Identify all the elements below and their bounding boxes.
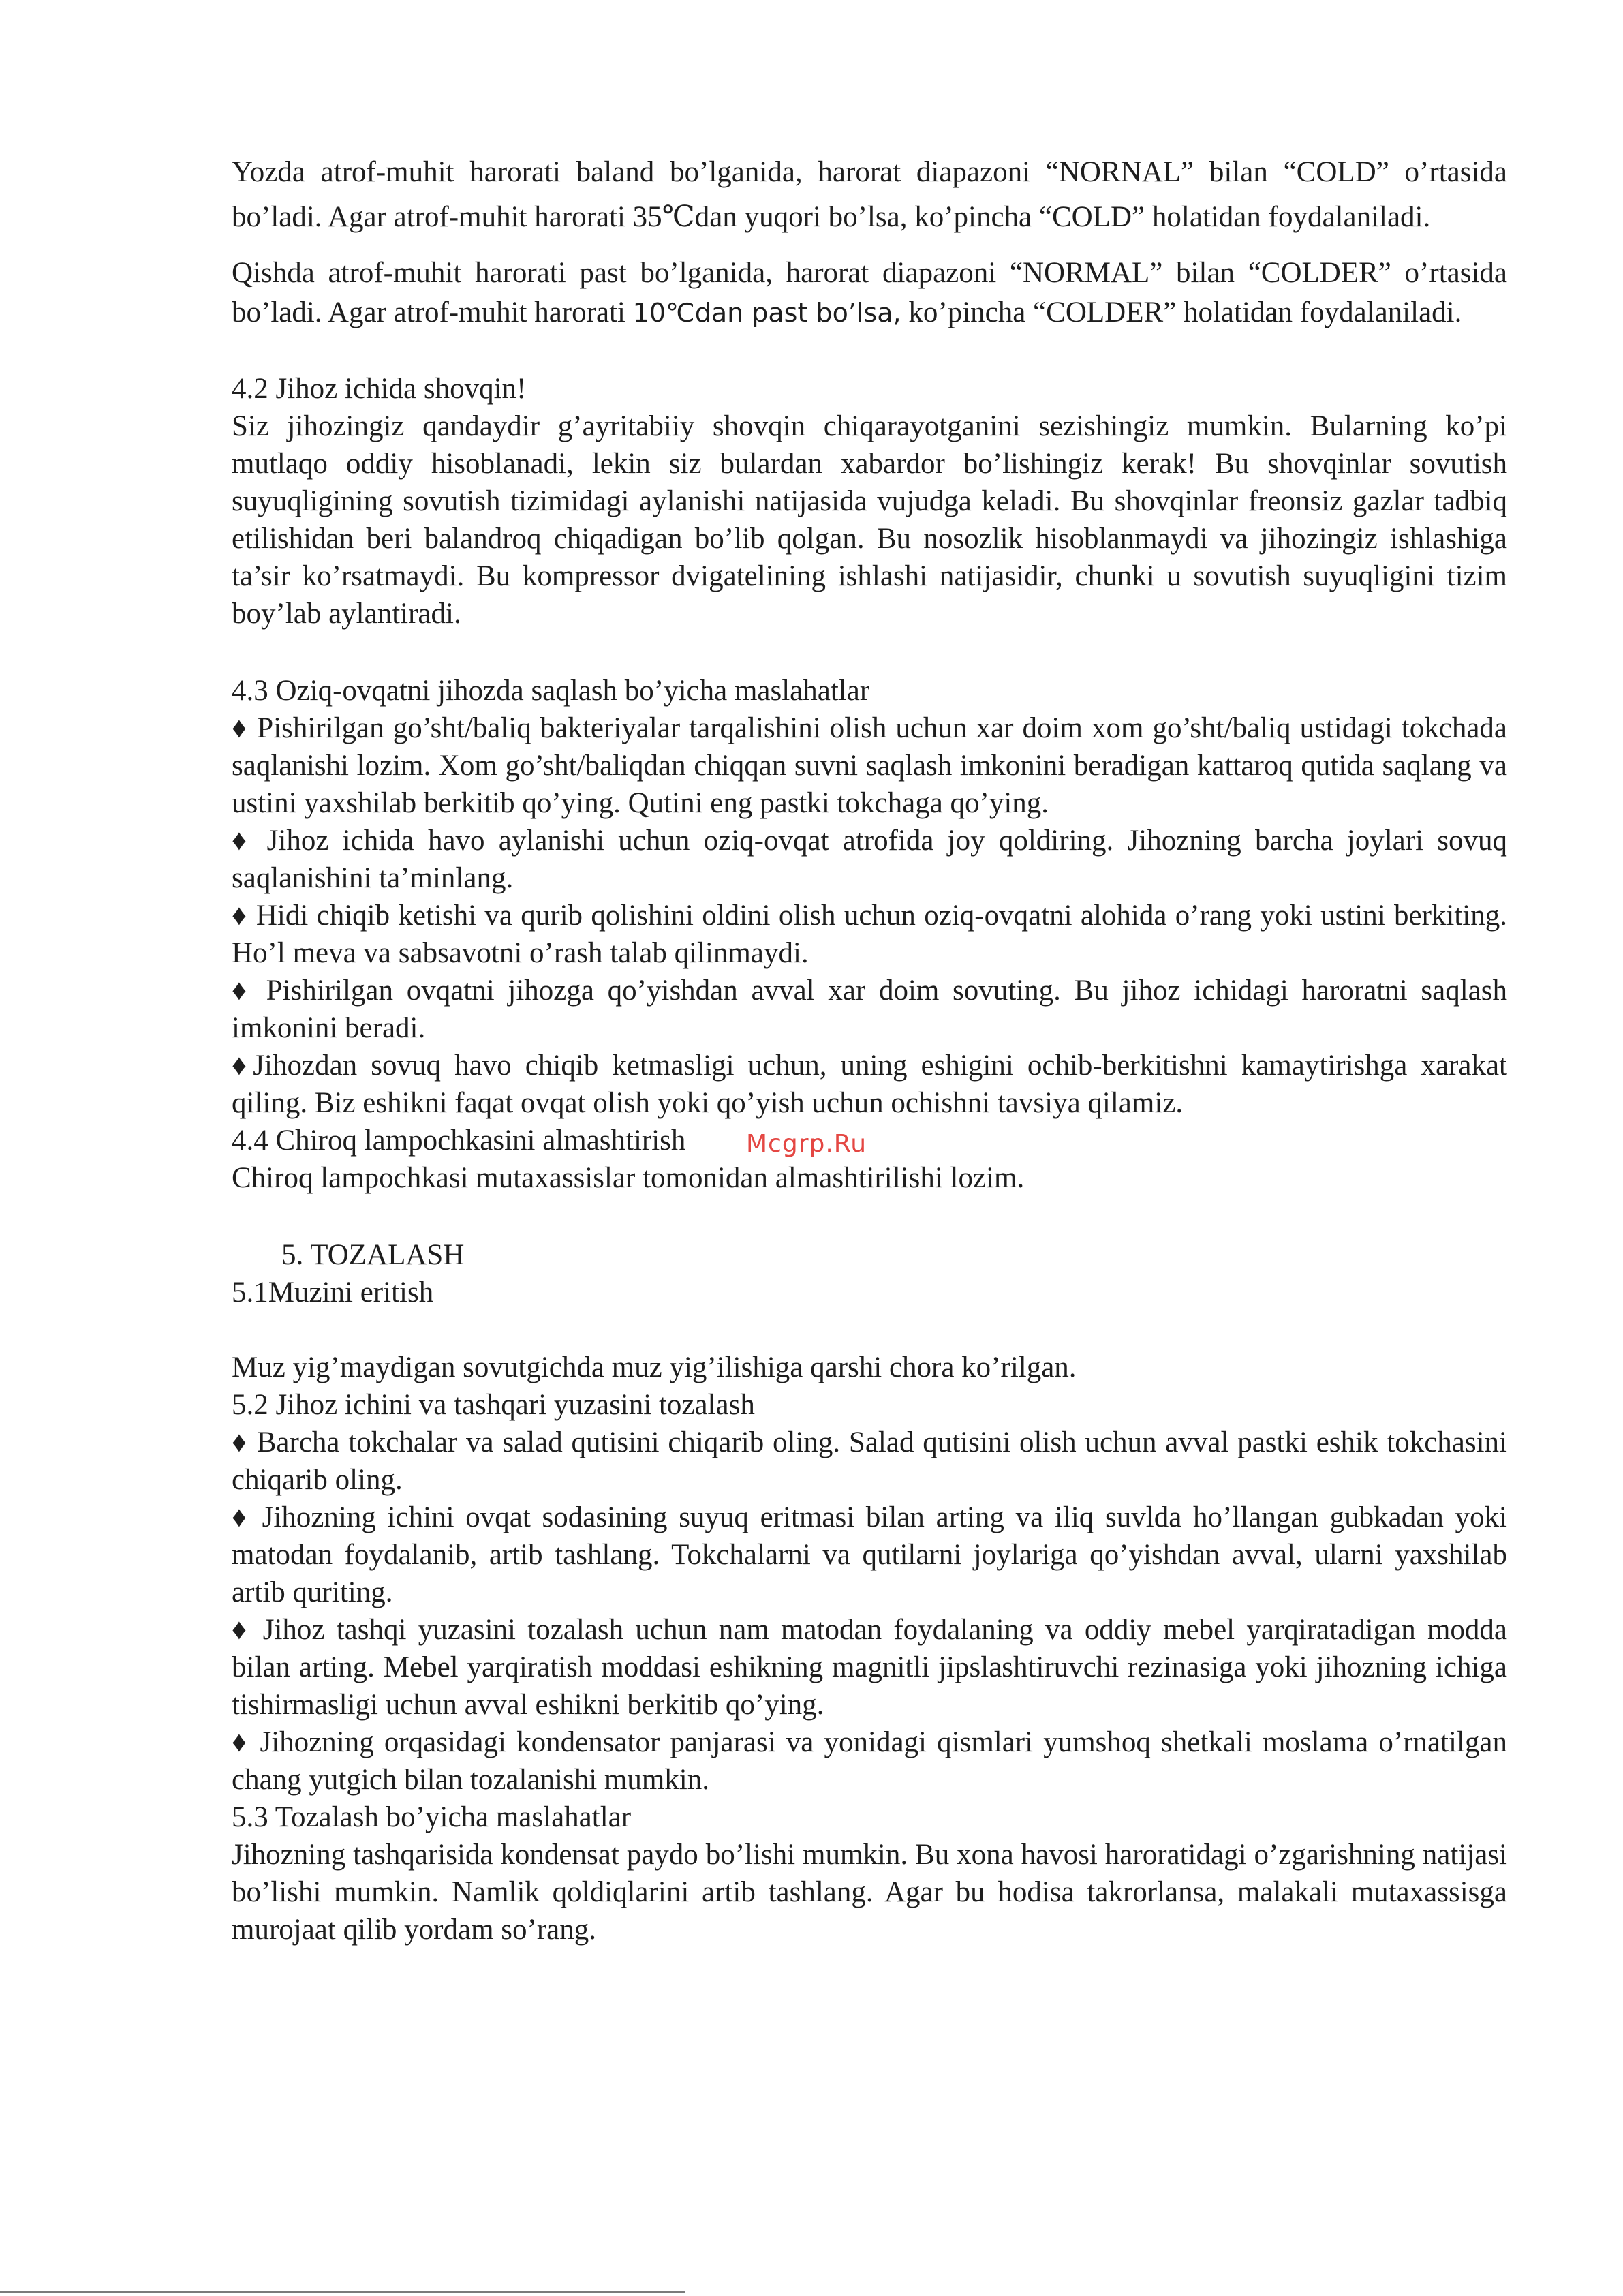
- intro-winter-text-c: ko’pincha “COLDER” holatidan foydalaniladi.: [901, 296, 1462, 328]
- section-4-3-item: ♦ Hidi chiqib ketishi va qurib qolishini oldini olish uchun oziq-ovqatni alohida o’rang yoki ustini berkiting. Ho’l meva va sabsavotni o’rash talab qilinmaydi.: [232, 900, 1507, 969]
- intro-winter-paragraph: [232, 254, 1507, 333]
- footer-divider: [0, 2291, 685, 2293]
- section-5-2-item: ♦ Jihoz tashqi yuzasini tozalash uchun nam matodan foydalaning va oddiy mebel yarqiratadigan modda bilan arting. Mebel yarqiratish moddasi eshikning magnitli jipslashtiruvchi rezinasiga yoki jihozning ichiga tishirmasligi uchun avval eshikni berkitib qo’ying.: [232, 1614, 1507, 1721]
- section-4-3-item: ♦ Pishirilgan go’sht/baliq bakteriyalar tarqalishini olish uchun xar doim xom go’sht/baliq ustidagi tokchada saqlanishi lozim. Xom go’sht/baliqdan chiqqan suvni saqlash imkonini beradigan kattaroq qutida saqlang va ustini yaxshilab berkitib qo’ying. Qutini eng pastki tokchaga qo’ying.: [232, 712, 1507, 819]
- section-4-4-body: Chiroq lampochkasi mutaxassislar tomonidan almashtirilishi lozim.: [232, 1162, 1025, 1194]
- section-5-2-title: 5.2 Jihoz ichini va tashqari yuzasini tozalash: [232, 1389, 755, 1421]
- section-4-3-item: ♦ Pishirilgan ovqatni jihozga qo’yishdan avval xar doim sovuting. Bu jihoz ichidagi haroratni saqlash imkonini beradi.: [232, 975, 1507, 1044]
- section-5-title: 5. TOZALASH: [281, 1239, 465, 1271]
- section-4-4-title: 4.4 Chiroq lampochkasini almashtirish: [232, 1124, 686, 1157]
- section-5-1-body: Muz yig’maydigan sovutgichda muz yig’ilishiga qarshi chora ko’rilgan.: [232, 1351, 1077, 1383]
- section-4-3-item: ♦Jihozdan sovuq havo chiqib ketmasligi uchun, uning eshigini ochib-berkitishni kamaytirishga xarakat qiling. Biz eshikni faqat ovqat olish yoki qo’yish uchun ochishni tavsiya qilamiz.: [232, 1050, 1507, 1119]
- section-4-2-body: Siz jihozingiz qandaydir g’ayritabiiy shovqin chiqarayotganini sezishingiz mumkin. Bularning ko’pi mutlaqo oddiy hisoblanadi, lekin siz bulardan xabardor bo’lishingiz kerak! Bu shovqinlar sovutish suyuqligining sovutish tizimidagi aylanishi natijasida vujudga keladi. Bu shovqinlar freonsiz gazlar tadbiq etilishidan beri balandroq chiqadigan bo’lib qolgan. Bu nosozlik hisoblanmaydi va jihozingiz ishlashiga ta’sir ko’rsatmaydi. Bu kompressor dvigatelining ishlashi natijasidir, chunki u sovutish suyuqligini tizim boy’lab aylantiradi.: [232, 410, 1507, 630]
- section-5-1-title: 5.1Muzini eritish: [232, 1276, 434, 1308]
- section-4-3-item: ♦ Jihoz ichida havo aylanishi uchun oziq-ovqat atrofida joy qoldiring. Jihozning barcha joylari sovuq saqlanishini ta’minlang.: [232, 825, 1507, 894]
- watermark-text: Mcgrp.Ru: [746, 1130, 867, 1158]
- intro-winter-text-a: Qishda atrof-muhit harorati past bo’lganida, harorat diapazoni “NORMAL” bilan “COLDER” o’rtasida bo’ladi. Agar atrof-muhit harorati: [232, 257, 1507, 328]
- document-page: [232, 150, 1507, 1948]
- section-5-3-body: Jihozning tashqarisida kondensat paydo bo’lishi mumkin. Bu xona havosi haroratidagi o’zgarishning natijasi bo’lishi mumkin. Namlik qoldiqlarini artib tashlang. Agar bu hodisa takrorlansa, malakali mutaxassisga murojaat qilib yordam so’rang.: [232, 1839, 1507, 1946]
- section-4-3-title: 4.3 Oziq-ovqatni jihozda saqlash bo’yicha maslahatlar: [232, 675, 870, 707]
- section-5-2-item: ♦ Jihozning ichini ovqat sodasining suyuq eritmasi bilan arting va iliq suvlda ho’llangan gubkadan yoki matodan foydalanib, artib tashlang. Tokchalarni va qutilarni joylariga qo’yishdan avval, ularni yaxshilab artib quriting.: [232, 1501, 1507, 1608]
- section-5-2-item: ♦ Barcha tokchalar va salad qutisini chiqarib oling. Salad qutisini olish uchun avval pastki eshik tokchasini chiqarib oling.: [232, 1426, 1507, 1496]
- intro-summer-paragraph: Yozda atrof-muhit harorati baland bo’lganida, harorat diapazoni “NORNAL” bilan “COLD” o’rtasida bo’ladi. Agar atrof-muhit harorati 35℃dan yuqori bo’lsa, ko’pincha “COLD” holatidan foydalaniladi.: [232, 156, 1507, 233]
- section-5-3-title: 5.3 Tozalash bo’yicha maslahatlar: [232, 1801, 632, 1833]
- section-4-2-title: 4.2 Jihoz ichida shovqin!: [232, 373, 527, 405]
- section-5-2-item: ♦ Jihozning orqasidagi kondensator panjarasi va yonidagi qismlari yumshoq shetkali moslama o’rnatilgan chang yutgich bilan tozalanishi mumkin.: [232, 1726, 1507, 1796]
- intro-winter-temperature: 10℃dan past bo’lsa,: [632, 298, 901, 328]
